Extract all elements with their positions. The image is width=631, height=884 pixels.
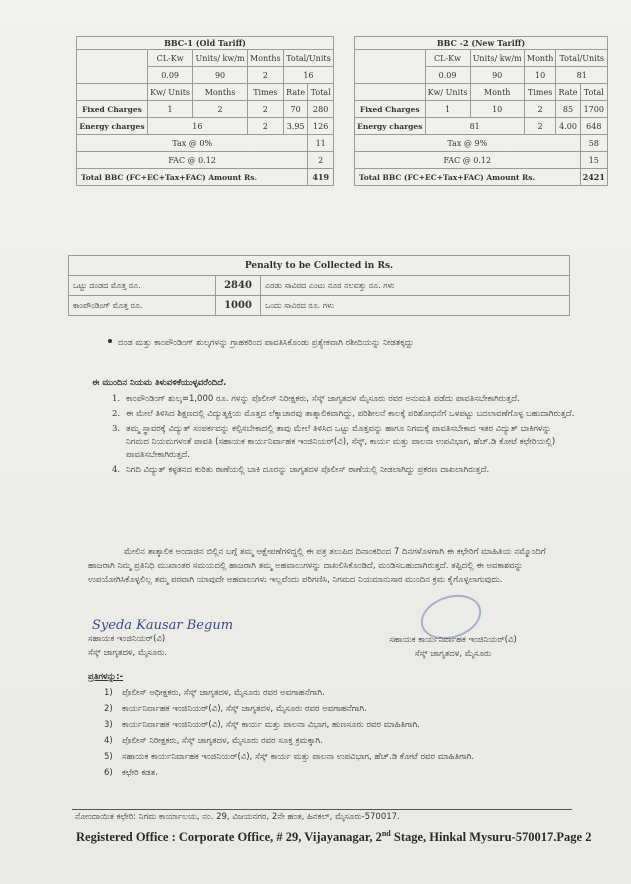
table2-hdr-total-units: Total/Units: [556, 50, 608, 67]
fixed-a: 1: [425, 101, 470, 118]
penalty-row: [69, 276, 570, 296]
table1-hdr-months: Months: [247, 50, 283, 67]
list-item: [104, 766, 574, 780]
table2-energy-row: [355, 118, 608, 135]
fixed-a: 1: [147, 101, 192, 118]
table1-title: BBC-1 (Old Tariff): [77, 37, 334, 50]
fixed-b: 2: [193, 101, 248, 118]
item-number: 4.: [112, 465, 121, 475]
energy-times: 2: [247, 118, 283, 135]
list-item: [112, 408, 576, 421]
penalty-total-label: ಒಟ್ಟು ದಂಡದ ಮೊತ್ತ ರೂ.: [69, 276, 216, 296]
item-number: 4): [104, 736, 113, 746]
list-item: [104, 718, 574, 732]
table1-hdr2-times: Times: [247, 84, 283, 101]
table1-blank: [77, 50, 148, 84]
list-item: [104, 750, 574, 764]
energy-rate: 4.00: [556, 118, 580, 135]
footer-address-sup: nd: [381, 829, 391, 838]
table2-hdr2-rate: Rate: [556, 84, 580, 101]
energy-units: 16: [147, 118, 247, 135]
conditions-list: [112, 393, 576, 479]
fixed-total: 280: [308, 101, 334, 118]
fac-value: 15: [580, 152, 607, 169]
sig-right-line2: ಸೆಸ್ಕ್ ಜಾಗೃತದಳ, ಮೈಸೂರು: [414, 649, 492, 659]
fac-label: FAC @ 0.12: [355, 152, 581, 169]
table2-hdr2-times: Times: [524, 84, 556, 101]
table1-hdr2-total: Total: [308, 84, 334, 101]
list-item: [104, 702, 574, 716]
tax-label: Tax @ 9%: [355, 135, 581, 152]
table1-hdr2-rate: Rate: [283, 84, 307, 101]
table1-hdr2-months: Months: [193, 84, 248, 101]
bullet-dot: [108, 339, 112, 343]
item-number: 6): [104, 768, 113, 778]
table2-blank2: [355, 84, 426, 101]
total-value: 2421: [580, 169, 607, 186]
table2-hdr2-month: Month: [470, 84, 524, 101]
fixed-total: 1700: [580, 101, 607, 118]
energy-total: 648: [580, 118, 607, 135]
list-item: [104, 734, 574, 748]
energy-total: 126: [308, 118, 334, 135]
penalty-total-amount: 2840: [216, 276, 261, 296]
tax-value: 58: [580, 135, 607, 152]
item-number: 5): [104, 752, 113, 762]
table2-val-units: 90: [470, 67, 524, 84]
table1-blank2: [77, 84, 148, 101]
list-item: [112, 464, 576, 477]
item-text: ತಮ್ಮ ಸ್ಥಾವರಕ್ಕೆ ವಿದ್ಯುತ್ ಸಂಪರ್ಕವನ್ನು ಕಲ್ಪಿಸಬೇಕಾದಲ್ಲಿ ತಾವು ಮೇಲೆ ತಿಳಿಸಿದ ಒಟ್ಟು ಮೊತ್ತವನ್ನು ಹಾಗೂ ನಿಗಮಕ್ಕೆ ಪಾವತಿಸಬೇಕಾದ ಇತರ ವಿದ್ಯುತ್ ಬಾಕಿಗಳನ್ನು ನಿಗಮದ ನಿಯಮಗಳಂತೆ ಪಾವತಿ (ಸಹಾಯಕ ಕಾರ್ಯನಿರ್ವಾಹಕ ಇಂಜಿನಿಯರ್(ವಿ), ಸೆಸ್ಕ್, ಕಾರ್ಯ ಮತ್ತು ಪಾಲನಾ ಉಪವಿಭಾಗ, ಹೆಚ್.ಡಿ ಕೋಟೆ ಕಛೇರಿಯಲ್ಲಿ) ಪಾವತಿಸಬೇಕಾಗಿರುತ್ತದೆ.: [126, 424, 556, 460]
bbc1-old-tariff-table: [76, 36, 334, 186]
item-number: 1): [104, 688, 113, 698]
conditions-heading: ಈ ಮುಂದಿನ ನಿಯಮ ತಿಳುವಳಿಕೆಯುಳ್ಳವರೆಂದಿದೆ.: [92, 378, 227, 388]
table1-hdr2-kw: Kw/ Units: [147, 84, 192, 101]
fac-value: 2: [308, 152, 334, 169]
fixed-rate: 85: [556, 101, 580, 118]
fixed-charges-label: Fixed Charges: [355, 101, 426, 118]
fixed-c: 2: [524, 101, 556, 118]
payment-note-text: ದಂಡ ಮತ್ತು ಕಾಂಪೌಂಡಿಂಗ್ ಶುಲ್ಕಗಳನ್ನು ಗ್ರಾಹಕರಿಂದ ಪಾವತಿಸಿಕೊಂಡು ಪ್ರತ್ಯೇಕವಾಗಿ ರಶೀದಿಯನ್ನು ನೀಡತಕ್ಕದ್ದು: [118, 338, 414, 348]
tax-value: 11: [308, 135, 334, 152]
footer-divider: [72, 809, 572, 810]
penalty-title: Penalty to be Collected in Rs.: [69, 256, 570, 276]
item-number: 2.: [112, 409, 121, 419]
table2-val-clkw: 0.09: [425, 67, 470, 84]
item-number: 3.: [112, 424, 121, 434]
energy-units: 81: [425, 118, 524, 135]
table1-val-units: 90: [193, 67, 248, 84]
table2-title: BBC -2 (New Tariff): [355, 37, 608, 50]
table2-hdr2-total: Total: [580, 84, 607, 101]
energy-charges-label: Energy charges: [77, 118, 148, 135]
item-text: ಕಾರ್ಯನಿರ್ವಾಹಕ ಇಂಜಿನಿಯರ್(ವಿ), ಸೆಸ್ಕ್ ಜಾಗೃತದಳ, ಮೈಸೂರು ರವರ ಅವಗಾಹನೆಗಾಗಿ.: [122, 704, 367, 714]
handwritten-signature: Syeda Kausar Begum: [92, 618, 234, 633]
table2-val-total-units: 81: [556, 67, 608, 84]
table2-val-month: 10: [524, 67, 556, 84]
penalty-table: [68, 255, 570, 316]
list-item: [112, 423, 576, 462]
energy-times: 2: [524, 118, 556, 135]
compounding-amount: 1000: [216, 296, 261, 316]
table1-energy-row: [77, 118, 334, 135]
signature-right: [338, 633, 568, 661]
payment-note: [118, 336, 578, 350]
footer-address-part2: Stage, Hinkal Mysuru-570017.: [390, 830, 557, 845]
item-text: ಕಾಂಪೌಂಡಿಂಗ್ ಶುಲ್ಕ=1,000 ರೂ. ಗಳನ್ನು ಪೊಲೀಸ್ ನಿರೀಕ್ಷಕರು, ಸೆಸ್ಕ್ ಜಾಗೃತದಳ ಮೈಸೂರು ರವರ ಅನುಮತಿ ಪಡೆದು ಪಾವತಿಸಬೇಕಾಗಿರುತ್ತದೆ.: [126, 394, 520, 404]
item-number: 1.: [112, 394, 121, 404]
table2-blank: [355, 50, 426, 84]
table2-hdr-month: Month: [524, 50, 556, 67]
sig-left-line1: ಸಹಾಯಕ ಇಂಜಿನಿಯರ್(ವಿ): [88, 634, 166, 644]
table1-hdr-units: Units/ kw/m: [193, 50, 248, 67]
table1-val-total-units: 16: [283, 67, 333, 84]
fixed-c: 2: [247, 101, 283, 118]
table2-hdr-units: Units/ kw/m: [470, 50, 524, 67]
item-number: 2): [104, 704, 113, 714]
item-text: ಸಹಾಯಕ ಕಾರ್ಯನಿರ್ವಾಹಕ ಇಂಜಿನಿಯರ್(ವಿ), ಸೆಸ್ಕ್ ಕಾರ್ಯ ಮತ್ತು ಪಾಲನಾ ಉಪವಿಭಾಗ, ಹೆಚ್.ಡಿ ಕೋಟೆ ರವರ ಮಾಹಿತಿಗಾಗಿ.: [122, 752, 475, 762]
penalty-total-words: ಎರಡು ಸಾವಿರದ ಎಂಟು ನೂರ ನಲವತ್ತು ರೂ. ಗಳು: [261, 276, 570, 296]
compounding-words: ಒಂದು ಸಾವಿರದ ರೂ. ಗಳು: [261, 296, 570, 316]
footer-kannada-address: ನೋಂದಾಯಿತ ಕಛೇರಿ: ನಿಗಮ ಕಾರ್ಯಾಲಯ, ನಂ. 29, ವಿಜಯನಗರ, 2ನೇ ಹಂತ, ಹಿನಕಲ್, ಮೈಸೂರು-570017.: [75, 812, 400, 822]
total-label: Total BBC (FC+EC+Tax+FAC) Amount Rs.: [77, 169, 308, 186]
compounding-label: ಕಾಂಪೌಂಡಿಂಗ್ ಮೊತ್ತ ರೂ.: [69, 296, 216, 316]
body-paragraph: ಮೇಲಿನ ತಾತ್ಕಾಲಿಕ ಅಂದಾಜಿನ ಬಿಲ್ಲಿನ ಬಗ್ಗೆ ತಮ್ಮ ಆಕ್ಷೇಪಣೆಗಳಿದ್ದಲ್ಲಿ ಈ ಪತ್ರ ತಲುಪಿದ ದಿನಾಂಕದಿಂದ 7 ದಿನಗಳೊಳಗಾಗಿ ಈ ಕಛೇರಿಗೆ ಮಾಹಿತಿಯ ನಮ್ಮೊಂದಿಗೆ ಹಾಜರಾಗಿ ನಿಮ್ಮ ಪ್ರತಿನಿಧಿ ಮುಖಾಂತರ ಸಮಯದಲ್ಲಿ ಹಾಜರಾಗಿ ತಮ್ಮ ಅಹವಾಲುಗಳನ್ನು ದಾಖಲಿಸಿಕೊಂಡಿದೆ, ಮಂಡಿಸಬಹುದಾಗಿರುತ್ತದೆ. ತಪ್ಪಿದಲ್ಲಿ ಈ ಅವಕಾಶವನ್ನು ಉಪಯೋಗಿಸಿಕೊಳ್ಳಲಿಲ್ಲ ತಮ್ಮ ಪರವಾಗಿ ಯಾವುದೇ ಅಹವಾಲುಗಳು ಇಲ್ಲವೆಂದು ಪರಿಗಣಿಸಿ, ನಿಗಮದ ನಿಯಮಾನುಸಾರ ಮುಂದಿನ ಕ್ರಮ ಕೈಗೊಳ್ಳಲಾಗುವುದು.: [88, 547, 546, 585]
fixed-rate: 70: [283, 101, 307, 118]
table1-fixed-row: [77, 101, 334, 118]
item-text: ಕಛೇರಿ ಕಡತ.: [122, 768, 158, 778]
item-number: 3): [104, 720, 113, 730]
sig-right-line1: ಸಹಾಯಕ ಕಾರ್ಯನಿರ್ವಾಹಕ ಇಂಜಿನಿಯರ್(ವಿ): [389, 635, 517, 645]
tax-label: Tax @ 0%: [77, 135, 308, 152]
table1-val-clkw: 0.09: [147, 67, 192, 84]
footer-english-address: [76, 829, 591, 845]
copies-heading: ಪ್ರತಿಗಳನ್ನು:-: [88, 672, 124, 682]
fixed-charges-label: Fixed Charges: [77, 101, 148, 118]
footer-address-part1: Registered Office : Corporate Office, # 29, Vijayanagar, 2: [76, 830, 382, 845]
list-item: [104, 686, 574, 700]
item-text: ನಿಗದಿ ವಿದ್ಯುತ್ ಕಳ್ಳತನದ ಕುರಿತು ಠಾಣೆಯಲ್ಲಿ ಬಾಕಿ ದೂರನ್ನು ಜಾಗೃತದಳ ಪೊಲೀಸ್ ಠಾಣೆಯಲ್ಲಿ ನೀಡಲಾಗಿದ್ದು ಪ್ರಕರಣ ದಾಖಲಾಗಿರುತ್ತದೆ.: [126, 465, 490, 475]
total-label: Total BBC (FC+EC+Tax+FAC) Amount Rs.: [355, 169, 581, 186]
copies-list: [104, 686, 574, 782]
sig-left-line2: ಸೆಸ್ಕ್ ಜಾಗೃತದಳ, ಮೈಸೂರು.: [88, 648, 168, 658]
fac-label: FAC @ 0.12: [77, 152, 308, 169]
fixed-b: 10: [470, 101, 524, 118]
energy-rate: 3.95: [283, 118, 307, 135]
bbc2-new-tariff-table: [354, 36, 608, 186]
energy-charges-label: Energy charges: [355, 118, 426, 135]
item-text: ಈ ಮೇಲೆ ತಿಳಿಸಿದ ಶಿಕ್ಷಣದಲ್ಲಿ ವಿದ್ಯುತ್ಶಕ್ತಿಯ ಮೊತ್ತದ ಲೆಕ್ಕಾಚಾರವು ತಾತ್ಕಾಲಿಕವಾಗಿದ್ದು, ಪರಿಶೀಲನೆ ಕಾಲಕ್ಕೆ ಪರಿಶೋಧನೆಗೆ ಒಳಪಟ್ಟು ಬದಲಾವಣೆಗೊಳ್ಳ ಬಹುದಾಗಿರುತ್ತದೆ.: [126, 409, 575, 419]
signature-left: [88, 632, 167, 660]
item-text: ಕಾರ್ಯನಿರ್ವಾಹಕ ಇಂಜಿನಿಯರ್(ವಿ), ಸೆಸ್ಕ್ ಕಾರ್ಯ ಮತ್ತು ಪಾಲನಾ ವಿಭಾಗ, ಹುಣಸೂರು ರವರ ಮಾಹಿತಿಗಾಗಿ.: [122, 720, 420, 730]
table1-hdr-total-units: Total/Units: [283, 50, 333, 67]
table2-hdr-clkw: CL-Kw: [425, 50, 470, 67]
list-item: [112, 393, 576, 406]
total-value: 419: [308, 169, 334, 186]
penalty-row: [69, 296, 570, 316]
table2-hdr2-kw: Kw/ Units: [425, 84, 470, 101]
table1-hdr-clkw: CL-Kw: [147, 50, 192, 67]
table1-val-months: 2: [247, 67, 283, 84]
item-text: ಪೊಲೀಸ್ ಅಧೀಕ್ಷಕರು, ಸೆಸ್ಕ್ ಜಾಗೃತದಳ, ಮೈಸೂರು ರವರ ಅವಗಾಹನೆಗಾಗಿ.: [122, 688, 325, 698]
table2-fixed-row: [355, 101, 608, 118]
page-number: Page 2: [556, 830, 592, 845]
item-text: ಪೊಲೀಸ್ ನಿರೀಕ್ಷಕರು, ಸೆಸ್ಕ್ ಜಾಗೃತದಳ, ಮೈಸೂರು ರವರ ಸೂಕ್ತ ಕ್ರಮಕ್ಕಾಗಿ.: [122, 736, 323, 746]
